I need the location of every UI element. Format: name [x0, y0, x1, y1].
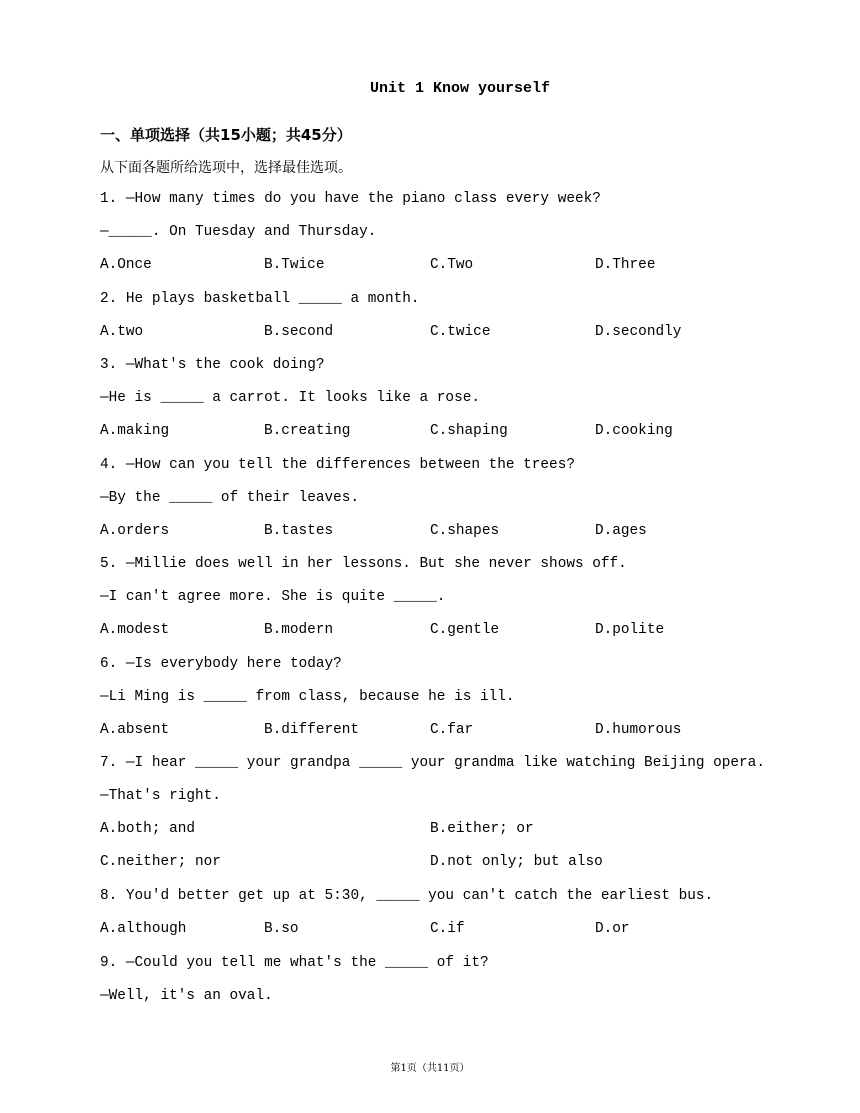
question-1-stem: 1. —How many times do you have the piano class every week?	[100, 191, 601, 207]
question-3-option-c: C.shaping	[430, 423, 508, 439]
question-6-option-a: A.absent	[100, 722, 170, 738]
question-6-option-c: C.far	[430, 722, 474, 738]
question-2-stem: 2. He plays basketball _____ a month.	[100, 291, 420, 307]
question-5-answer-line: —I can't agree more. She is quite _____.	[100, 589, 446, 605]
question-7-answer-line: —That's right.	[100, 788, 221, 804]
question-8-option-a: A.although	[100, 921, 187, 937]
question-7-option-c: C.neither; nor	[100, 854, 221, 870]
page-title: Unit 1 Know yourself	[369, 80, 551, 97]
question-4-option-b: B.tastes	[264, 523, 334, 539]
question-3-stem: 3. —What's the cook doing?	[100, 357, 325, 373]
section-instruction: 从下面各题所给选项中，选择最佳选项。	[100, 160, 352, 176]
question-2-option-a: A.two	[100, 324, 144, 340]
question-5-option-a: A.modest	[100, 622, 170, 638]
question-6-option-b: B.different	[264, 722, 359, 738]
question-2-option-d: D.secondly	[595, 324, 682, 340]
question-5-option-b: B.modern	[264, 622, 334, 638]
question-3-option-a: A.making	[100, 423, 170, 439]
question-3-option-b: B.creating	[264, 423, 351, 439]
question-2-option-c: C.twice	[430, 324, 491, 340]
question-3-option-d: D.cooking	[595, 423, 673, 439]
question-6-option-d: D.humorous	[595, 722, 682, 738]
question-5-option-c: C.gentle	[430, 622, 500, 638]
question-7-option-a: A.both; and	[100, 821, 195, 837]
question-4-option-c: C.shapes	[430, 523, 500, 539]
question-3-answer-line: —He is _____ a carrot. It looks like a rose.	[100, 390, 480, 406]
question-1-option-d: D.Three	[595, 257, 656, 273]
question-1-option-a: A.Once	[100, 257, 152, 273]
question-7-option-b: B.either; or	[430, 821, 534, 837]
question-4-option-d: D.ages	[595, 523, 647, 539]
question-4-stem: 4. —How can you tell the differences between the trees?	[100, 457, 575, 473]
question-8-stem: 8. You'd better get up at 5:30, _____ you can't catch the earliest bus.	[100, 888, 714, 904]
question-1-answer-line: —_____. On Tuesday and Thursday.	[100, 224, 377, 240]
question-7-option-d: D.not only; but also	[430, 854, 603, 870]
question-8-option-b: B.so	[264, 921, 299, 937]
question-8-option-c: C.if	[430, 921, 465, 937]
question-4-answer-line: —By the _____ of their leaves.	[100, 490, 360, 506]
question-1-option-b: B.Twice	[264, 257, 325, 273]
question-2-option-b: B.second	[264, 324, 334, 340]
page-footer: 第1页（共11页）	[390, 1063, 470, 1074]
section-heading: 一、单项选择（共15小题；共45分）	[100, 126, 352, 144]
question-1-option-c: C.Two	[430, 257, 474, 273]
question-8-option-d: D.or	[595, 921, 630, 937]
question-5-stem: 5. —Millie does well in her lessons. But she never shows off.	[100, 556, 627, 572]
question-7-stem: 7. —I hear _____ your grandpa _____ your grandma like watching Beijing opera.	[100, 755, 765, 771]
question-4-option-a: A.orders	[100, 523, 170, 539]
question-9-stem: 9. —Could you tell me what's the _____ of it?	[100, 955, 489, 971]
question-9-answer-line: —Well, it's an oval.	[100, 988, 273, 1004]
question-5-option-d: D.polite	[595, 622, 665, 638]
question-6-answer-line: —Li Ming is _____ from class, because he is ill.	[100, 689, 515, 705]
question-6-stem: 6. —Is everybody here today?	[100, 656, 342, 672]
